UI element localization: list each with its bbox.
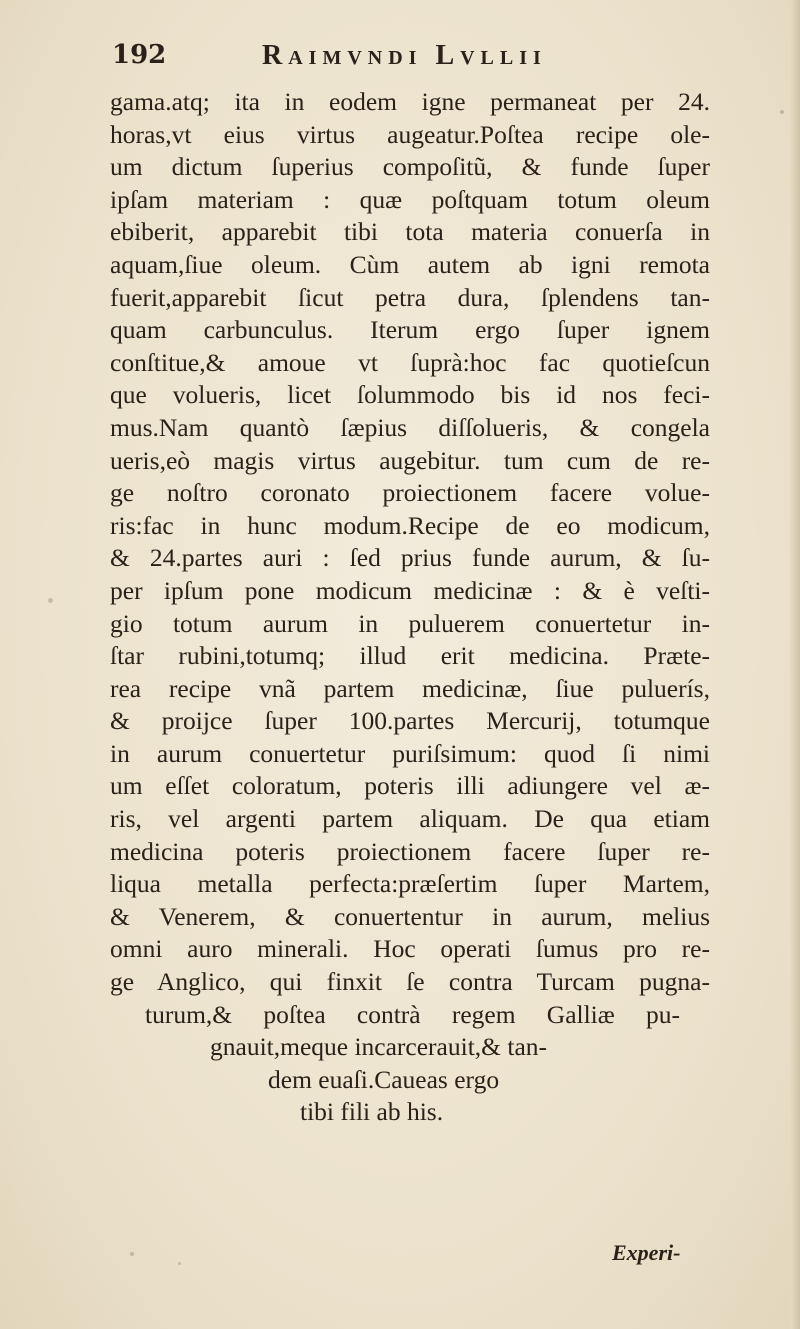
text-line: ueris,eò magis virtus augebitur. tum cum de re- (110, 445, 710, 475)
text-line: fuerit,apparebit ſicut petra dura, ſplendens tan- (110, 282, 710, 312)
text-line: horas,vt eius virtus augeatur.Poſtea recipe ole- (110, 119, 710, 149)
text-line: ebiberit, apparebit tibi tota materia conuerſa in (110, 217, 710, 247)
text-line: in aurum conuertetur puriſsimum: quod ſi nimi (110, 738, 710, 768)
text-line: dem euaſi.Caueas ergo (268, 1064, 500, 1094)
text-line: ris:fac in hunc modum.Recipe de eo modicum, (110, 510, 710, 540)
text-line: turum,& poſtea contrà regem Galliæ pu- (145, 999, 680, 1029)
text-line: omni auro minerali. Hoc operati ſumus pro re- (110, 934, 710, 964)
page-edge (790, 0, 800, 1329)
page-header (112, 40, 672, 80)
ink-speck (178, 1262, 181, 1265)
text-line: gio totum aurum in puluerem conuertetur in- (110, 608, 710, 638)
text-line: & Venerem, & conuertentur in aurum, melius (110, 901, 710, 931)
text-line: per ipſum pone modicum medicinæ : & è veſti- (110, 575, 710, 605)
text-line: ſtar rubini,totumq; illud erit medicina. Præte- (110, 641, 710, 671)
text-line: mus.Nam quantò ſæpius diſſolueris, & congela (110, 412, 710, 442)
text-line: & proijce ſuper 100.partes Mercurij, totumque (110, 706, 710, 736)
text-line: & 24.partes auri : ſed prius funde aurum, & ſu- (110, 543, 710, 573)
text-line: rea recipe vnã partem medicinæ, ſiue puluerís, (110, 673, 710, 703)
page-number: 192 (112, 40, 167, 70)
text-line: aquam,ſiue oleum. Cùm autem ab igni remota (110, 249, 710, 279)
text-line: tibi fili ab his. (300, 1097, 444, 1127)
text-line: ge Anglico, qui finxit ſe contra Turcam pugna- (110, 967, 710, 997)
text-line: um eſſet coloratum, poteris illi adiungere vel æ- (110, 771, 710, 801)
text-line: gama.atq; ita in eodem igne permaneat per 24. (110, 87, 710, 116)
text-line: que volueris, licet ſolummodo bis id nos feci- (110, 380, 710, 410)
catchword: Experi- (612, 1240, 681, 1265)
text-line: gnauit,meque incarcerauit,& tan- (210, 1032, 548, 1062)
ink-speck (780, 110, 784, 114)
text-line: conſtitue,& amoue vt ſuprà:hoc fac quotieſcun (110, 347, 710, 377)
text-line: liqua metalla perfecta:præſertim ſuper Martem, (110, 869, 710, 899)
body-text (110, 86, 710, 1129)
ink-speck (130, 1252, 134, 1256)
ink-speck (48, 598, 53, 603)
text-line: ris, vel argenti partem aliquam. De qua etiam (110, 804, 710, 834)
text-line: ge noſtro coronato proiectionem facere volue- (110, 478, 710, 508)
text-line: um dictum ſuperius compoſitũ, & funde ſuper (110, 152, 710, 182)
text-line: medicina poteris proiectionem facere ſuper re- (110, 836, 710, 866)
text-line: quam carbunculus. Iterum ergo ſuper ignem (110, 315, 710, 345)
running-head: Raimvndi Lvllii (262, 40, 547, 71)
text-line: ipſam materiam : quæ poſtquam totum oleum (110, 184, 710, 214)
